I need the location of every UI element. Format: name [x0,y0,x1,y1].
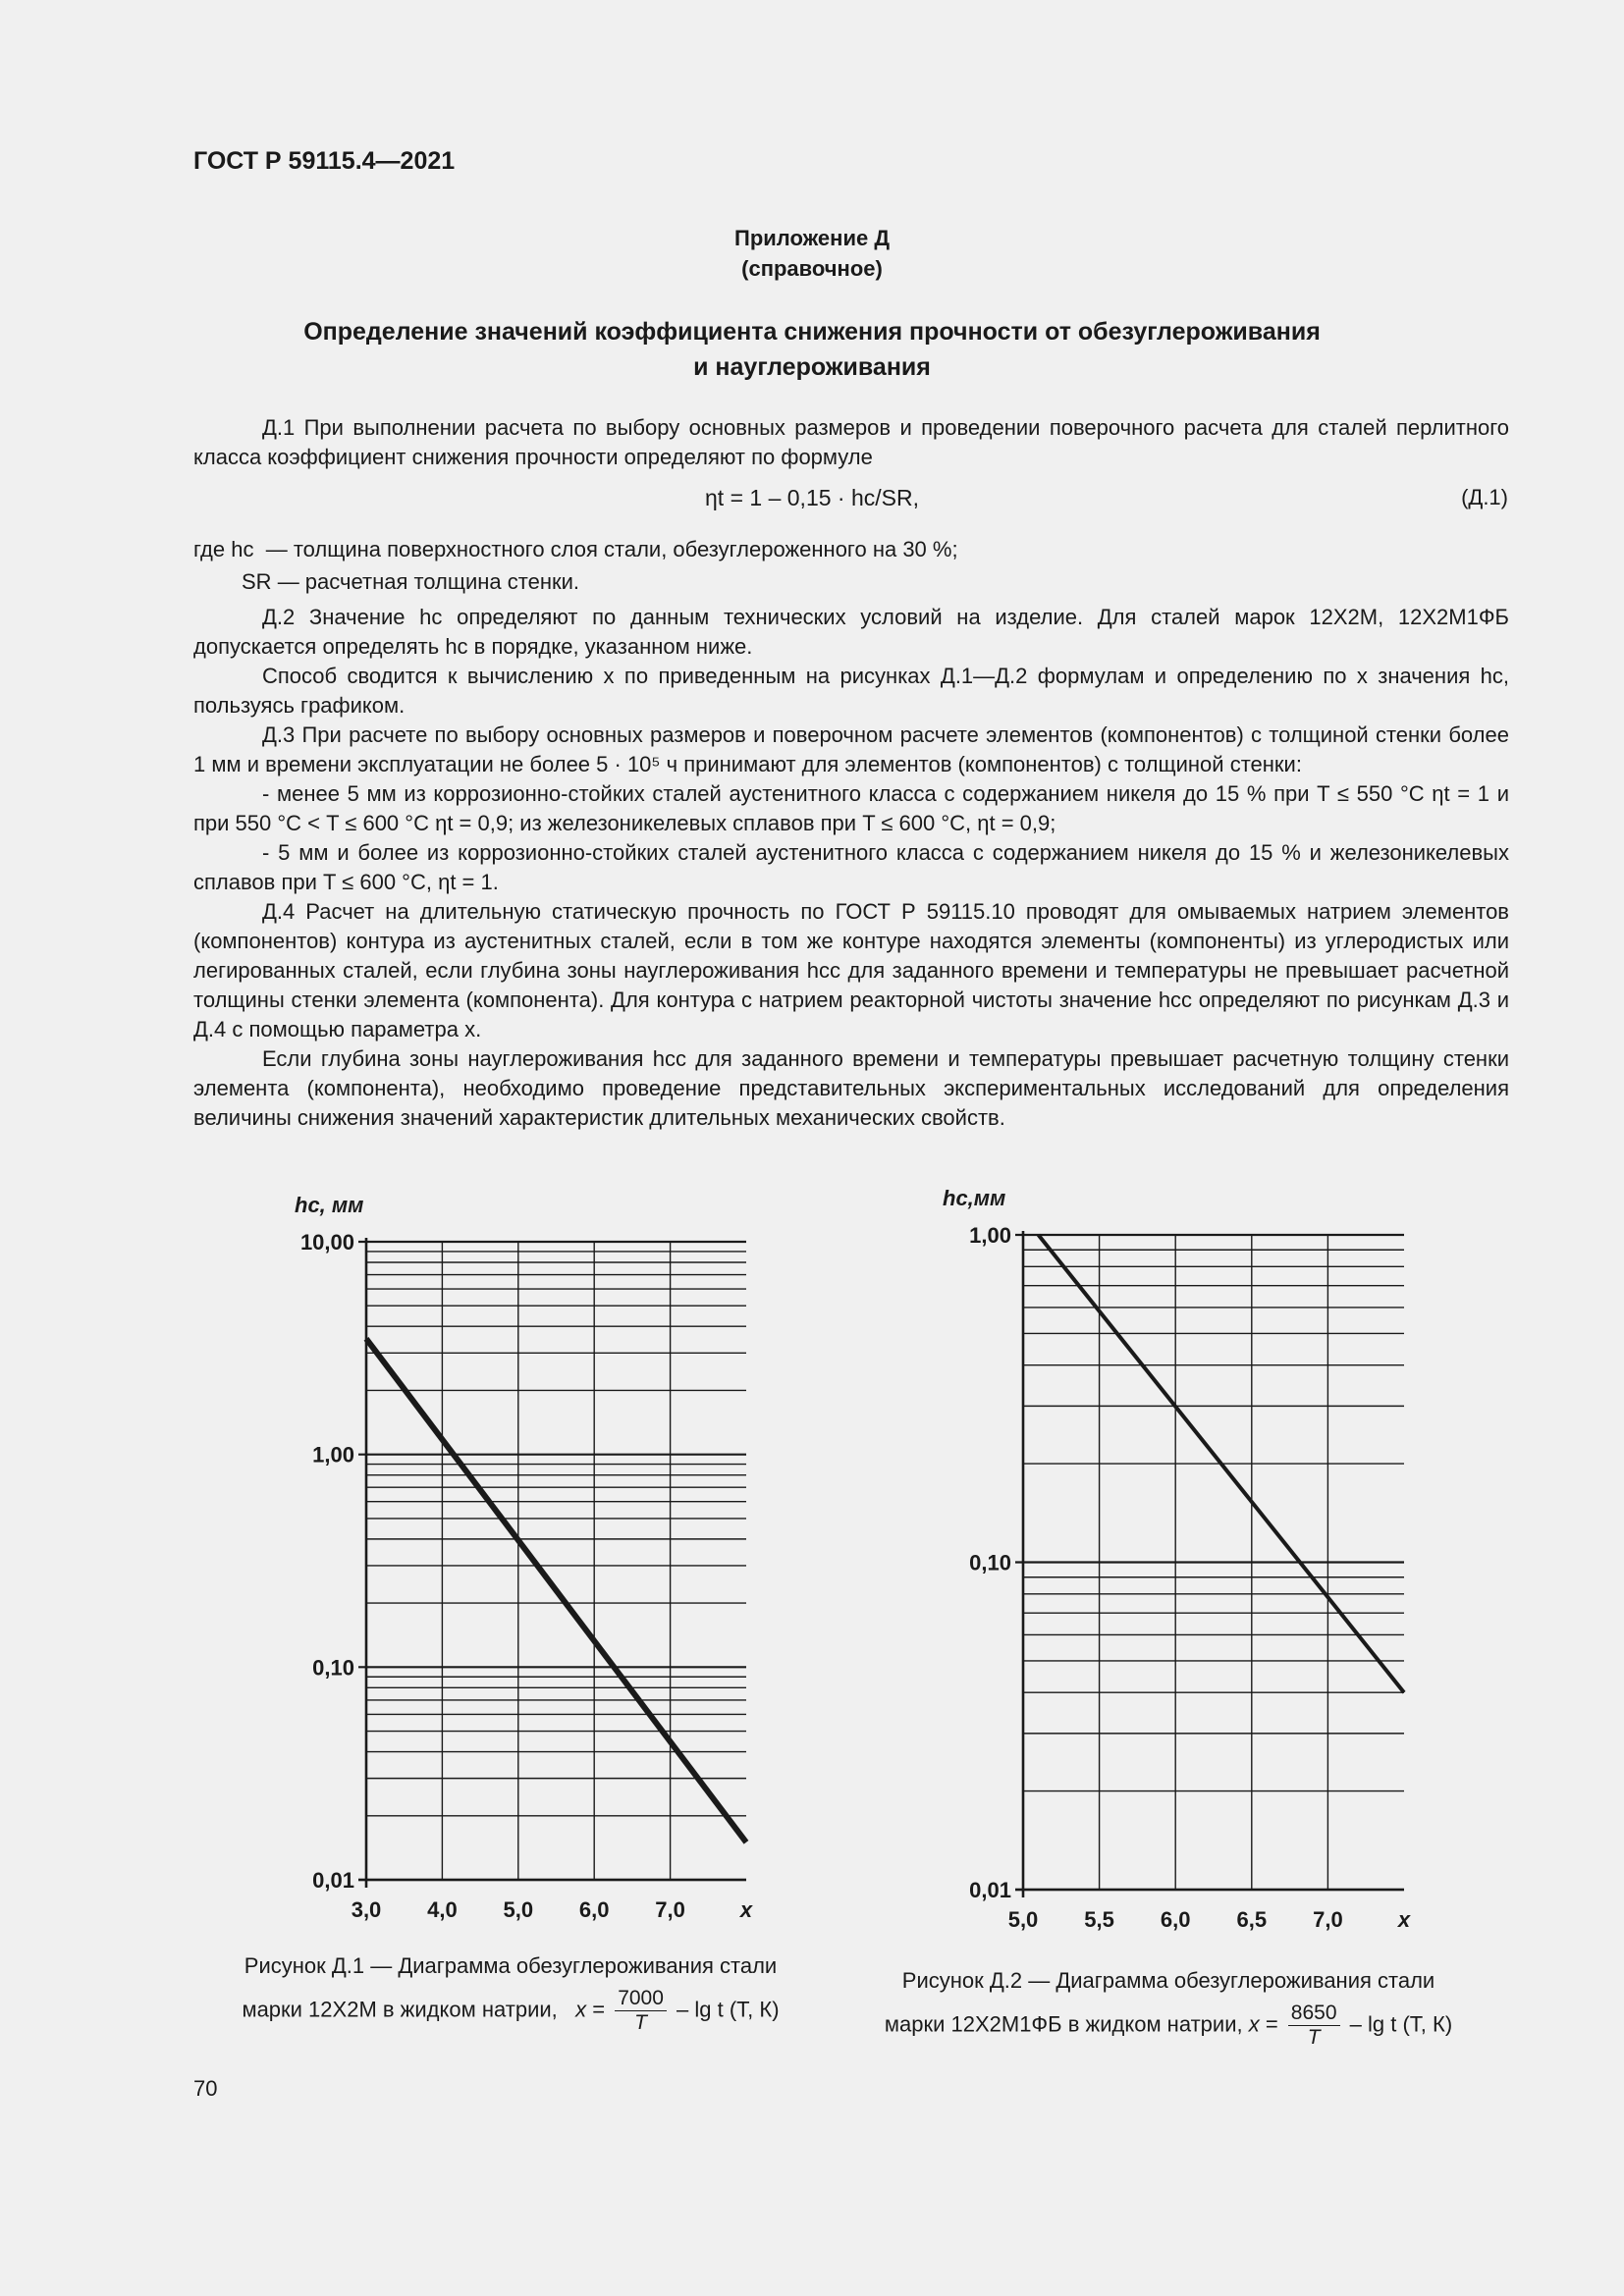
y-tick-label: 1,00 [969,1223,1011,1248]
x-tick-label: 5,5 [1084,1907,1114,1932]
where-sr: SR — расчетная толщина стенки. [242,569,580,594]
chart-d1-svg [265,1178,776,1924]
paragraph-method: Способ сводится к вычислению x по приведенным на рисунках Д.1—Д.2 формулам и определению по x значения hc, пользуясь графиком. [193,664,1509,718]
x-tick-label: 3,0 [351,1897,382,1922]
x-tick-label: 6,0 [578,1897,610,1922]
y-tick-label: 0,01 [969,1878,1011,1902]
chart-d2 [913,1178,1424,1944]
x-axis-label: x [739,1897,753,1922]
paragraph-5mm-more: - 5 мм и более из коррозионно-стойких сталей аустенитного класса с содержанием никеля до 15 % и железоникелевых сплавов при T ≤ 600 °С, ηt = 1. [193,840,1509,894]
where-hc: где hc — толщина поверхностного слоя стали, обезуглероженного на 30 %; [193,537,958,561]
y-tick-label: 10,00 [299,1230,354,1255]
chart-d2-svg [913,1178,1424,1944]
paragraph-d3: Д.3 При расчете по выбору основных размеров и поверочном расчете элементов (компонентов) с толщиной стенки более 1 мм и времени эксплуатации не более 5 · 10⁵ ч принимают для элементов (компонентов) с толщиной стенки: [193,722,1509,776]
y-axis-label: hc, мм [295,1193,364,1217]
paragraph-less-5mm: - менее 5 мм из коррозионно-стойких сталей аустенитного класса с содержанием никеля до 15 % при T ≤ 550 °С ηt = 1 и при 550 °С < T ≤ 600 °С ηt = 0,9; из железоникелевых сплавов при T ≤ 600 °С, ηt = 0,9; [193,781,1509,835]
section-title: Определение значений коэффициента снижения прочности от обезуглероживания и науглероживания [303,318,1321,381]
paragraph-carburization: Если глубина зоны науглероживания hcc для заданного времени и температуры превышает расчетную толщину стенки элемента (компонента), необходимо проведение представительных экспериментальных исследований для определения величины снижения значений характеристик длительных механических свойств. [193,1046,1509,1130]
paragraph-d2: Д.2 Значение hc определяют по данным технических условий на изделие. Для сталей марок 12Х2М, 12Х2М1ФБ допускается определять hc в порядке, указанном ниже. [193,605,1509,659]
y-axis-label: hc,мм [943,1186,1006,1210]
appendix-type: (справочное) [741,256,883,281]
x-tick-label: 5,0 [1007,1907,1039,1932]
paragraph-d1: Д.1 При выполнении расчета по выбору основных размеров и проведении поверочного расчета для сталей перлитного класса коэффициент снижения прочности определяют по формуле [193,415,1509,469]
data-line [366,1339,746,1842]
document-header: ГОСТ Р 59115.4—2021 [193,147,456,175]
page-number: 70 [193,2076,218,2101]
y-tick-label: 1,00 [312,1442,354,1468]
x-tick-label: 7,0 [1313,1907,1343,1932]
x-tick-label: 4,0 [427,1897,458,1922]
appendix-label: Приложение Д [734,226,890,250]
y-tick-label: 0,10 [312,1655,354,1681]
formula-number: (Д.1) [1461,485,1508,509]
caption-d1: Рисунок Д.1 — Диаграмма обезуглероживания стали марки 12Х2М в жидком натрии, x = $\frac{7000}{T}$ – lg t (T, К) [242,1953,780,2034]
y-tick-label: 0,10 [969,1550,1011,1575]
caption-d2: Рисунок Д.2 — Диаграмма обезуглероживания стали марки 12Х2М1ФБ в жидком натрии, x = $\frac{8650}{T}$ – lg t (T, К) [884,1968,1453,2049]
formula-d1: ηt = 1 – 0,15 · hc/SR, [705,485,919,510]
y-tick-label: 0,01 [312,1868,354,1893]
main-text [193,603,1509,1133]
x-tick-label: 6,0 [1160,1907,1191,1932]
paragraph-d4: Д.4 Расчет на длительную статическую прочность по ГОСТ Р 59115.10 проводят для омываемых натрием элементов (компонентов) контура из аустенитных сталей, если в том же контуре находятся элементы (компоненты) из углеродистых или легированных сталей, если глубина зоны науглероживания hcc для заданного времени и температуры не превышает расчетной толщины стенки элемента (компонента). Для контура с натрием реакторной чистоты значение hcc определяют по рисункам Д.3 и Д.4 с помощью параметра x. [193,899,1509,1041]
x-tick-label: 7,0 [655,1897,685,1922]
x-axis-label: x [1397,1907,1411,1932]
x-tick-label: 5,0 [503,1897,534,1922]
chart-d1 [265,1178,776,1924]
x-tick-label: 6,5 [1236,1907,1268,1932]
